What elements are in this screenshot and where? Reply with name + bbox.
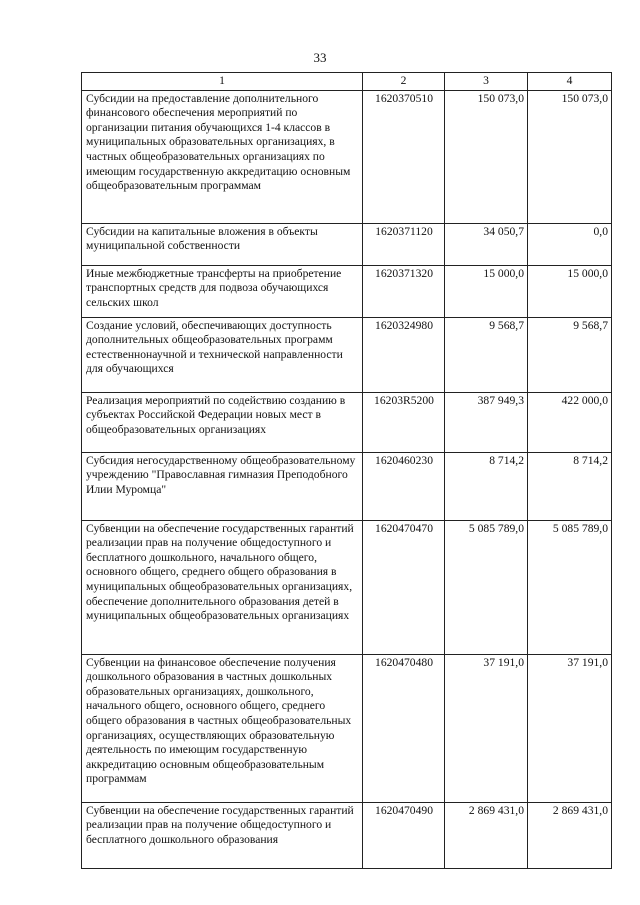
table-row [82,654,612,802]
row-value-2: 15 000,0 [528,265,612,317]
table-row [82,317,612,392]
table-row [82,452,612,520]
row-code: 1620460230 [363,452,445,520]
row-code: 1620371120 [363,223,445,265]
row-name: Субвенции на обеспечение государственных гарантий реализации прав на получение общедоступного и бесплатного дошкольного, начального общего, основного общего, среднего общего образования в муниципальных общеобразовательных организациях, обеспечение дополнительного образования детей в муниципальных общеобразовательных организациях [82,520,363,654]
column-header-4: 4 [528,73,612,91]
page-number: 33 [313,50,327,65]
table-row [82,223,612,265]
row-code: 1620470480 [363,654,445,802]
row-name: Создание условий, обеспечивающих доступность дополнительных общеобразовательных программ естественнонаучной и технической направленности для обучающихся [82,317,363,392]
row-value-1: 387 949,3 [445,392,528,452]
row-name: Реализация мероприятий по содействию созданию в субъектах Российской Федерации новых мест в общеобразовательных организациях [82,392,363,452]
row-code: 1620371320 [363,265,445,317]
row-value-2: 9 568,7 [528,317,612,392]
column-header-3: 3 [445,73,528,91]
row-name: Иные межбюджетные трансферты на приобретение транспортных средств для подвоза обучающихся сельских школ [82,265,363,317]
row-value-1: 5 085 789,0 [445,520,528,654]
table-header-row [82,73,612,91]
row-name: Субвенции на обеспечение государственных гарантий реализации прав на получение общедоступного и бесплатного дошкольного образования [82,802,363,868]
row-value-2: 422 000,0 [528,392,612,452]
row-value-1: 8 714,2 [445,452,528,520]
table-row [82,265,612,317]
row-code: 1620470470 [363,520,445,654]
budget-table [81,72,612,869]
row-value-1: 37 191,0 [445,654,528,802]
table-row [82,802,612,868]
row-code: 16203R5200 [363,392,445,452]
row-value-2: 150 073,0 [528,90,612,223]
row-value-1: 9 568,7 [445,317,528,392]
row-code: 1620370510 [363,90,445,223]
row-name: Субсидия негосударственному общеобразовательному учреждению "Православная гимназия Преподобного Илии Муромца" [82,452,363,520]
row-value-2: 5 085 789,0 [528,520,612,654]
row-name: Субвенции на финансовое обеспечение получения дошкольного образования в частных дошкольных образовательных организациях, дошкольного, начального общего, основного общего, среднего общего образования в частных общеобразовательных организациях, осуществляющих образовательную деятельность по имеющим государственную аккредитацию основным общеобразовательным программам [82,654,363,802]
row-name: Субсидии на капитальные вложения в объекты муниципальной собственности [82,223,363,265]
row-name: Субсидии на предоставление дополнительного финансового обеспечения мероприятий по организации питания обучающихся 1-4 классов в муниципальных образовательных организациях, в частных общеобразовательных организациях по имеющим государственную аккредитацию основным общеобразовательным программам [82,90,363,223]
row-value-1: 15 000,0 [445,265,528,317]
row-value-1: 2 869 431,0 [445,802,528,868]
table-row [82,392,612,452]
row-value-1: 150 073,0 [445,90,528,223]
table-row [82,90,612,223]
table-row [82,520,612,654]
row-value-2: 0,0 [528,223,612,265]
row-code: 1620324980 [363,317,445,392]
row-value-2: 37 191,0 [528,654,612,802]
column-header-1: 1 [82,73,363,91]
row-code: 1620470490 [363,802,445,868]
column-header-2: 2 [363,73,445,91]
row-value-1: 34 050,7 [445,223,528,265]
row-value-2: 8 714,2 [528,452,612,520]
row-value-2: 2 869 431,0 [528,802,612,868]
